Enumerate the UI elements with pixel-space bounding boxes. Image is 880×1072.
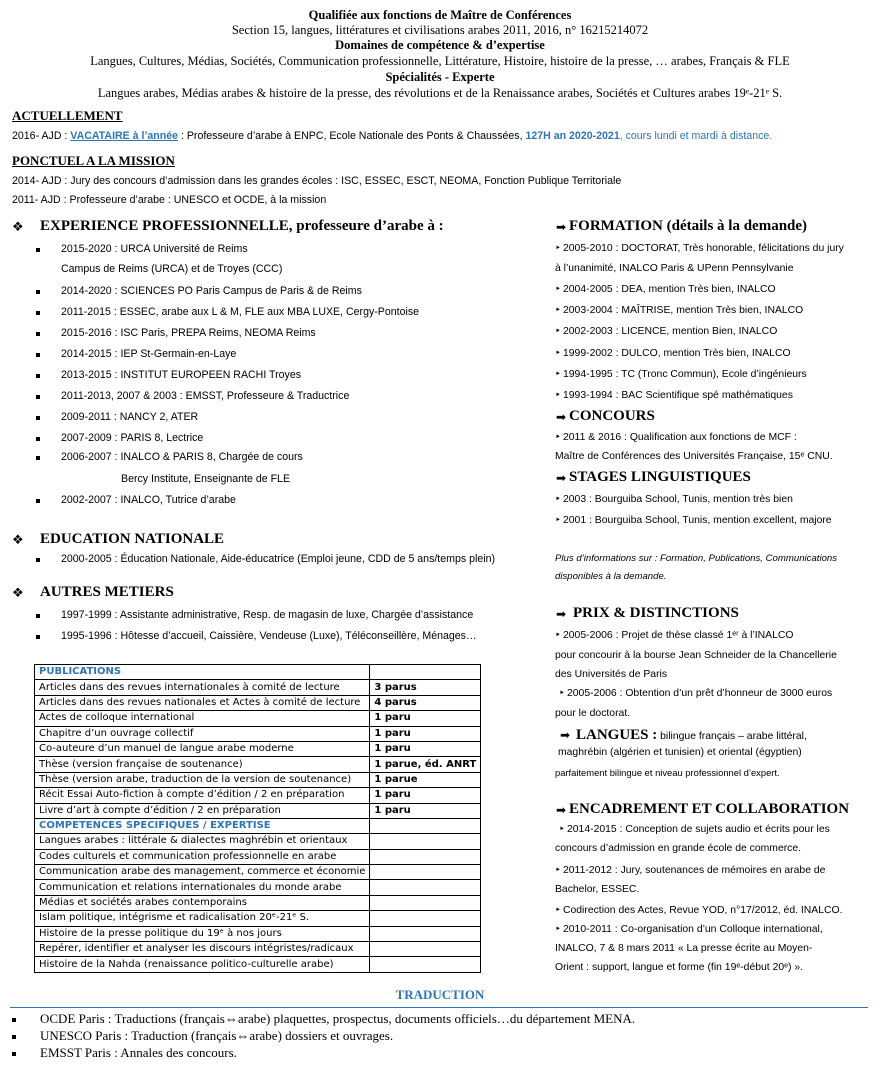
prix-line: 2005-2006 : Obtention d’un prêt d’honneur de 3000 euros (567, 688, 833, 699)
langues-line: parfaitement bilingue et niveau professionnel d’expert. (555, 767, 780, 778)
list-item: Bercy Institute, Enseignante de FLE (121, 473, 291, 485)
table-cell: 4 parus (370, 695, 481, 710)
list-item: 2002-2003 : LICENCE, mention Bien, INALCO (563, 326, 778, 337)
section-actuellement-title: ACTUELLEMENT (12, 108, 123, 123)
list-item: 2003 : Bourguiba School, Tunis, mention très bien (563, 494, 793, 505)
triangle-bullet-icon: ‣ (555, 494, 561, 505)
table-row (35, 880, 481, 895)
section-encadrement-title: ENCADREMENT ET COLLABORATION (569, 801, 850, 817)
list-item: 2002-2007 : INALCO, Tutrice d’arabe (61, 494, 236, 506)
list-item: 2007-2009 : PARIS 8, Lectrice (61, 432, 204, 444)
table-row (35, 711, 481, 726)
table-cell: Islam politique, intégrisme et radicalisation 20ᵉ-21ᵉ S. (35, 911, 370, 926)
arrow-icon: ➡ (556, 471, 567, 485)
list-item: 2014-2020 : SCIENCES PO Paris Campus de Paris & de Reims (61, 285, 362, 297)
table-cell: Actes de colloque international (35, 711, 370, 726)
plus-info-line: Plus d’informations sur : Formation, Publications, Communications (555, 553, 838, 564)
table-cell: Communication arabe des management, commerce et économie (35, 865, 370, 880)
table-row (35, 942, 481, 957)
langues-text: bilingue français – arabe littéral, (657, 731, 807, 742)
plus-info-line: disponibles à la demande. (555, 571, 667, 582)
list-item: 2006-2007 : INALCO & PARIS 8, Chargée de cours (61, 451, 303, 463)
section-stages-title: STAGES LINGUISTIQUES (569, 469, 751, 485)
table-cell: Médias et sociétés arabes contemporains (35, 895, 370, 910)
arrow-icon: ➡ (556, 410, 567, 424)
table-cell: 1 paru (370, 726, 481, 741)
triangle-bullet-icon: ‣ (559, 688, 565, 699)
table-cell (370, 818, 481, 833)
list-item: 1995-1996 : Hôtesse d’accueil, Caissière, Vendeuse (Luxe), Téléconseillère, Ménages… (61, 630, 477, 642)
prix-line: pour le doctorat. (555, 708, 631, 719)
section-autres-title: AUTRES METIERS (40, 584, 174, 600)
table-cell (370, 665, 481, 680)
actuellement-middle: : Professeure d’arabe à ENPC, Ecole Nationale des Ponts & Chaussées, (178, 130, 526, 142)
bullet-icon (36, 614, 40, 618)
list-item: 2003-2004 : MAÎTRISE, mention Très bien, INALCO (563, 305, 804, 316)
table-cell: Histoire de la presse politique du 19ᵉ à nos jours (35, 926, 370, 941)
table-cell: Repérer, identifier et analyser les discours intégristes/radicaux (35, 942, 370, 957)
arrow-icon: ➡ (556, 220, 567, 234)
table-cell (370, 834, 481, 849)
table-cell: Codes culturels et communication professionnelle en arabe (35, 849, 370, 864)
ponctuel-line: 2011- AJD : Professeure d’arabe : UNESCO et OCDE, à la mission (12, 194, 327, 206)
table-row (35, 957, 481, 972)
table-cell: 1 paru (370, 741, 481, 756)
section-education-title: EDUCATION NATIONALE (40, 531, 225, 547)
table-cell: 1 paru (370, 788, 481, 803)
triangle-bullet-icon: ‣ (555, 905, 561, 916)
list-item: 2009-2011 : NANCY 2, ATER (61, 411, 199, 423)
bullet-icon (36, 374, 40, 378)
encadrement-line: Bachelor, ESSEC. (555, 884, 640, 895)
encadrement-line: concours d’admission en grande école de commerce. (555, 843, 802, 854)
section-langues-title: LANGUES : (576, 727, 658, 743)
table-cell: 1 paru (370, 803, 481, 818)
triangle-bullet-icon: ‣ (555, 243, 561, 254)
bullet-icon (36, 456, 40, 460)
ponctuel-line: 2014- AJD : Jury des concours d’admission dans les grandes écoles : ISC, ESSEC, ESCT, NEOMA, Fonction Publique Territoriale (12, 175, 622, 187)
table-row (35, 680, 481, 695)
bullet-icon (36, 290, 40, 294)
bullet-icon (36, 499, 40, 503)
table-cell (370, 926, 481, 941)
table-cell: Langues arabes : littérale & dialectes maghrébin et orientaux (35, 834, 370, 849)
header-qualification: Qualifiée aux fonctions de Maître de Conférences (308, 8, 572, 22)
table-cell (370, 957, 481, 972)
table-cell: Thèse (version française de soutenance) (35, 757, 370, 772)
header-section: Section 15, langues, littératures et civilisations arabes 2011, 2016, n° 16215214072 (231, 23, 649, 37)
actuellement-hours: 127H an 2020-2021 (525, 130, 620, 142)
triangle-bullet-icon: ‣ (559, 824, 565, 835)
encadrement-line: 2011-2012 : Jury, soutenances de mémoires en arabe de (563, 865, 826, 876)
table-row (35, 665, 481, 680)
section-experience-title: EXPERIENCE PROFESSIONNELLE, professeure d’arabe à : (40, 218, 444, 234)
table-row (35, 865, 481, 880)
triangle-bullet-icon: ‣ (555, 630, 561, 641)
bullet-icon (36, 635, 40, 639)
publications-table (34, 664, 481, 973)
table-cell (370, 849, 481, 864)
table-row (35, 818, 481, 833)
table-row (35, 849, 481, 864)
actuellement-vacataire: VACATAIRE à l’année (70, 130, 179, 142)
bullet-icon (36, 437, 40, 441)
traduction-item: UNESCO Paris : Traduction (français⇔arabe) dossiers et ouvrages. (40, 1028, 394, 1043)
prix-line: 2005-2006 : Projet de thèse classé 1ᵉʳ à l’INALCO (563, 630, 794, 641)
table-row (35, 895, 481, 910)
list-item: 2011-2015 : ESSEC, arabe aux L & M, FLE aux MBA LUXE, Cergy-Pontoise (61, 306, 420, 318)
list-item: 1999-2002 : DULCO, mention Très bien, INALCO (563, 348, 791, 359)
publications-title: PUBLICATIONS (35, 665, 370, 680)
list-item: 2001 : Bourguiba School, Tunis, mention excellent, majore (563, 515, 832, 526)
arrow-icon: ➡ (556, 607, 567, 621)
actuellement-prefix: 2016- AJD : (12, 130, 71, 142)
triangle-bullet-icon: ‣ (555, 432, 561, 443)
table-cell: Articles dans des revues internationales à comité de lecture (35, 680, 370, 695)
encadrement-line: INALCO, 7 & 8 mars 2011 « La presse écrite au Moyen- (555, 943, 813, 954)
encadrement-line: 2014-2015 : Conception de sujets audio et écrits pour les (567, 824, 830, 835)
list-item: Campus de Reims (URCA) et de Troyes (CCC) (61, 263, 283, 275)
bullet-icon (12, 1035, 16, 1039)
table-cell: Co-auteure d’un manuel de langue arabe moderne (35, 741, 370, 756)
table-row (35, 757, 481, 772)
table-cell: Articles dans des revues nationales et Actes à comité de lecture (35, 695, 370, 710)
langues-line: maghrébin (algérien et tunisien) et oriental (égyptien) (558, 747, 802, 758)
list-item: 2011-2013, 2007 & 2003 : EMSST, Professeure & Traductrice (61, 390, 350, 402)
section-traduction-title: TRADUCTION (395, 987, 485, 1002)
list-item: 2004-2005 : DEA, mention Très bien, INALCO (563, 284, 776, 295)
table-cell: 3 parus (370, 680, 481, 695)
table-row (35, 834, 481, 849)
bullet-icon (36, 558, 40, 562)
header-domaines: Langues, Cultures, Médias, Sociétés, Communication professionnelle, Littérature, Histoire, histoire de la presse, … arabes, Français & FLE (90, 54, 790, 68)
list-item: 2014-2015 : IEP St-Germain-en-Laye (61, 348, 237, 360)
section-formation-title: FORMATION (détails à la demande) (569, 218, 808, 234)
concours-line: Maître de Conférences des Universités Française, 15ᵉ CNU. (555, 451, 833, 462)
table-cell: Chapitre d’un ouvrage collectif (35, 726, 370, 741)
arrow-icon: ➡ (556, 803, 567, 817)
list-item: 2015-2020 : URCA Université de Reims (61, 243, 248, 255)
table-cell: Livre d’art à compte d’édition / 2 en préparation (35, 803, 370, 818)
list-item: 2000-2005 : Éducation Nationale, Aide-éducatrice (Emploi jeune, CDD de 5 ans/temps plein) (61, 553, 496, 565)
table-cell (370, 895, 481, 910)
actuellement-line (12, 130, 772, 142)
table-cell: 1 paru (370, 711, 481, 726)
triangle-bullet-icon: ‣ (555, 348, 561, 359)
table-cell (370, 911, 481, 926)
bullet-icon (36, 311, 40, 315)
table-row (35, 926, 481, 941)
concours-line: 2011 & 2016 : Qualification aux fonctions de MCF : (563, 432, 797, 443)
table-cell: Histoire de la Nahda (renaissance politico-culturelle arabe) (35, 957, 370, 972)
triangle-bullet-icon: ‣ (555, 390, 561, 401)
header-specialites-title: Spécialités - Experte (385, 70, 495, 84)
diamond-icon: ❖ (12, 585, 24, 600)
table-row (35, 772, 481, 787)
list-item: 1997-1999 : Assistante administrative, Resp. de magasin de luxe, Chargée d’assistance (61, 609, 474, 621)
triangle-bullet-icon: ‣ (555, 865, 561, 876)
table-row (35, 741, 481, 756)
prix-line: pour concourir à la bourse Jean Schneider de la Chancellerie (555, 650, 837, 661)
diamond-icon: ❖ (12, 219, 24, 234)
list-item: à l’unanimité, INALCO Paris & UPenn Pennsylvanie (555, 263, 794, 274)
table-row (35, 911, 481, 926)
table-cell: 1 parue (370, 772, 481, 787)
triangle-bullet-icon: ‣ (555, 924, 561, 935)
bullet-icon (12, 1018, 16, 1022)
bullet-icon (36, 248, 40, 252)
table-row (35, 695, 481, 710)
divider (10, 1007, 868, 1008)
list-item: 1994-1995 : TC (Tronc Commun), Ecole d’ingénieurs (563, 369, 807, 380)
encadrement-line: 2010-2011 : Co-organisation d’un Colloque international, (563, 924, 823, 935)
bullet-icon (36, 332, 40, 336)
table-cell (370, 942, 481, 957)
competences-title: COMPETENCES SPECIFIQUES / EXPERTISE (35, 818, 370, 833)
triangle-bullet-icon: ‣ (555, 515, 561, 526)
bullet-icon (12, 1052, 16, 1056)
list-item: 2015-2016 : ISC Paris, PREPA Reims, NEOMA Reims (61, 327, 316, 339)
encadrement-line: Orient : support, langue et forme (fin 19ᵉ-début 20ᵉ) ». (555, 962, 803, 973)
triangle-bullet-icon: ‣ (555, 326, 561, 337)
section-prix-title: PRIX & DISTINCTIONS (573, 605, 739, 621)
section-concours-title: CONCOURS (569, 408, 655, 424)
triangle-bullet-icon: ‣ (555, 284, 561, 295)
table-row (35, 788, 481, 803)
table-cell (370, 865, 481, 880)
header-specialites: Langues arabes, Médias arabes & histoire de la presse, des révolutions et de la Renaissance arabes, Sociétés et Cultures arabes 19ᵉ-21ᵉ S. (97, 86, 783, 100)
table-cell: Récit Essai Auto-fiction à compte d’édition / 2 en préparation (35, 788, 370, 803)
traduction-item: OCDE Paris : Traductions (français⇔arabe) plaquettes, prospectus, documents officiels…du département MENA. (40, 1011, 636, 1026)
traduction-item: EMSST Paris : Annales des concours. (40, 1045, 237, 1060)
bullet-icon (36, 353, 40, 357)
list-item: 2005-2010 : DOCTORAT, Très honorable, félicitations du jury (563, 243, 844, 254)
bullet-icon (36, 416, 40, 420)
table-row (35, 726, 481, 741)
encadrement-line: Codirection des Actes, Revue YOD, n°17/2012, éd. INALCO. (563, 905, 843, 916)
arrow-icon: ➡ (560, 728, 571, 742)
diamond-icon: ❖ (12, 532, 24, 547)
list-item: 1993-1994 : BAC Scientifique spé mathématiques (563, 390, 793, 401)
table-row (35, 803, 481, 818)
table-cell: Communication et relations internationales du monde arabe (35, 880, 370, 895)
triangle-bullet-icon: ‣ (555, 369, 561, 380)
langues-line (576, 726, 807, 744)
actuellement-suffix: , cours lundi et mardi à distance. (619, 130, 773, 142)
header-domaines-title: Domaines de compétence & d’expertise (335, 38, 545, 52)
table-cell: Thèse (version arabe, traduction de la version de soutenance) (35, 772, 370, 787)
table-cell (370, 880, 481, 895)
prix-line: des Universités de Paris (555, 669, 668, 680)
table-cell: 1 parue, éd. ANRT (370, 757, 481, 772)
list-item: 2013-2015 : INSTITUT EUROPEEN RACHI Troyes (61, 369, 302, 381)
triangle-bullet-icon: ‣ (555, 305, 561, 316)
section-ponctuel-title: PONCTUEL A LA MISSION (12, 153, 175, 168)
bullet-icon (36, 395, 40, 399)
